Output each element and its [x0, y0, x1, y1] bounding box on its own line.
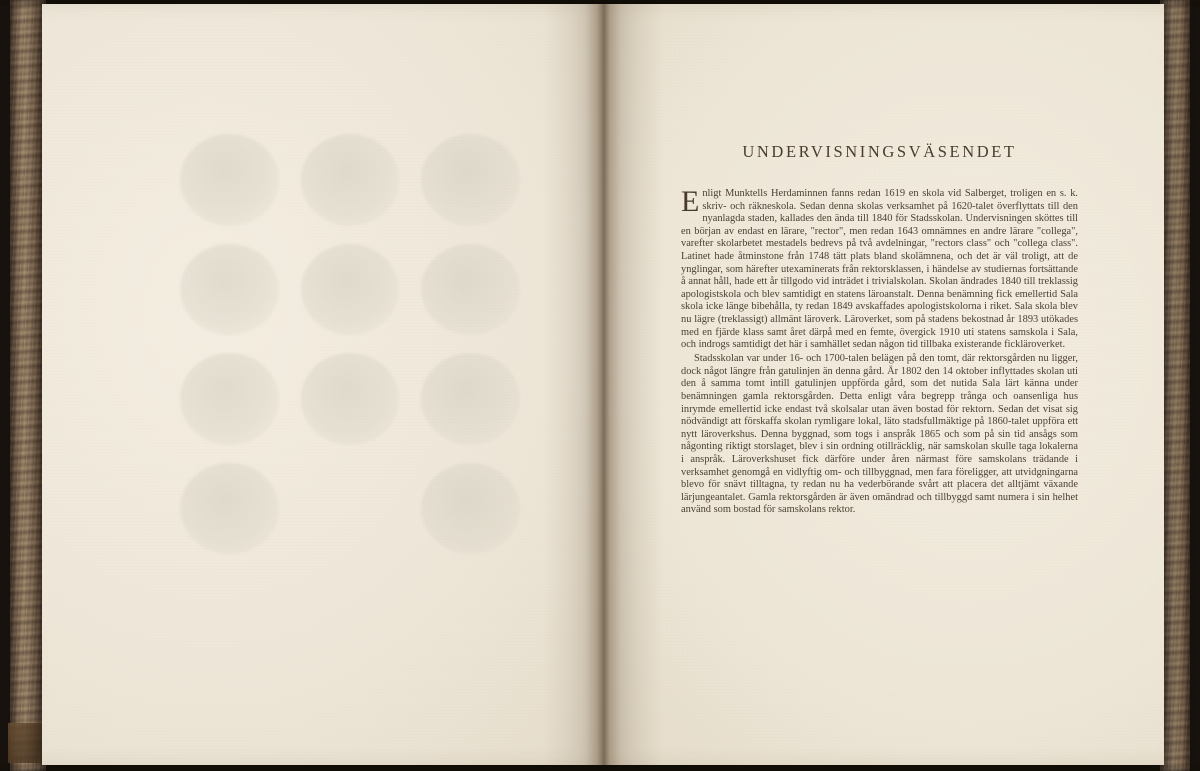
- ghost-oval: [180, 244, 279, 336]
- marbled-fore-edge-left: [10, 0, 46, 771]
- paragraph-1: [681, 185, 1078, 352]
- paragraph-1-text: nligt Munktells Herdaminnen fanns redan 1619 en skola vid Salberget, troligen en s. k. skriv- och räkneskola. Sedan denna skolas verksamhet på 1620-talet överflyttats till den nyanlagda staden, kallades den ända till 1840 för Stadsskolan. Undervisningen sköttes till en början av endast en lärare, "rector", men redan 1643 omnämnes en andre lärare "collega", varefter skolarbetet mestadels bedrevs på två avdelningar, "rectors class" och "collega class". Latinet hade åtminstone från 1748 tätt plats bland skolämnena, och det är väl troligt, att de ynglingar, som härefter utexaminerats från rektorsklassen, i händelse av studiernas fortsättande å annat håll, hade ett år tillgodo vid inträdet i trivialskolan. Skolan ändrades 1840 till treklassig apologistskola och blev samtidigt en statens läroanstalt. Denna benämning fick emellertid Sala skola icke länge bibehålla, ty redan 1849 avskaffades apologistskolorna i riket. Sala skola blev nu lägre (treklassigt) allmänt läroverk. Läroverket, som på stadens bekostnad år 1893 utökades med en fjärde klass samt året därpå med en femte, övergick 1910 uti statens samskola i Sala, och indrogs samtidigt det här i samhället sedan någon tid tillbaka existerande fickläroverket.: [681, 188, 1078, 351]
- ghost-oval: [180, 353, 279, 445]
- ghost-oval: [421, 134, 520, 226]
- ghost-oval: [421, 353, 520, 445]
- drop-cap: E: [681, 185, 700, 218]
- page-title: UNDERVISNINGSVÄSENDET: [742, 142, 1017, 161]
- left-page: [42, 4, 603, 765]
- paragraph-2: Stadsskolan var under 16- och 1700-talen belägen på den tomt, där rektorsgården nu ligger, dock något längre från gatulinjen än denna gård. Är 1802 den 14 oktober inflyttades skolan uti den å samma tomt intill gatulinjen uppförda gård, som det nutida Sala lärt känna under benämningen gamla rektorsgården. Detta enligt våra begrepp trånga och oansenliga hus inrymde emellertid icke endast två skolsalar utan även bostad för rektorn. Sedan det visat sig nödvändigt att förskaffa skolan rymligare lokal, läto stadsfullmäktige på 1860-talet uppföra ett nytt läroverkshus. Denna byggnad, som togs i anspråk 1865 och som på sin tid ansågs som någonting riktigt storslaget, blev i sin ordning otillräcklig, när samskolan skulle taga lokalerna i anspråk. Läroverkshuset fick därföre under åren närmast före samskolans trädande i verksamhet genomgå en vidlyftig om- och tillbyggnad, men fara föreligger, att utvidgningarna blevo för snävt tilltagna, ty redan nu ha vederbörande svårt att placera det alltjämt växande lärjungeantalet. Gamla rektorsgården är även omändrad och tillbyggd samt numera i sin helhet använd som bostad för samskolans rektor.: [681, 353, 1078, 516]
- ghost-oval-empty: [301, 463, 400, 555]
- right-page: [603, 4, 1164, 765]
- text-column: [681, 142, 1078, 517]
- ghost-oval: [301, 134, 400, 226]
- ghost-oval: [421, 244, 520, 336]
- right-page-gutter-shading: [603, 4, 663, 765]
- marbled-fore-edge-right: [1160, 0, 1190, 771]
- body-text: [681, 185, 1078, 517]
- ghost-oval: [180, 134, 279, 226]
- ghost-oval: [421, 463, 520, 555]
- show-through-images: [180, 134, 520, 554]
- ghost-oval: [301, 244, 400, 336]
- ghost-oval: [301, 353, 400, 445]
- open-book-spread: [42, 4, 1164, 765]
- left-page-gutter-shading: [543, 4, 603, 765]
- ghost-oval: [180, 463, 279, 555]
- bottom-band: [0, 765, 1200, 771]
